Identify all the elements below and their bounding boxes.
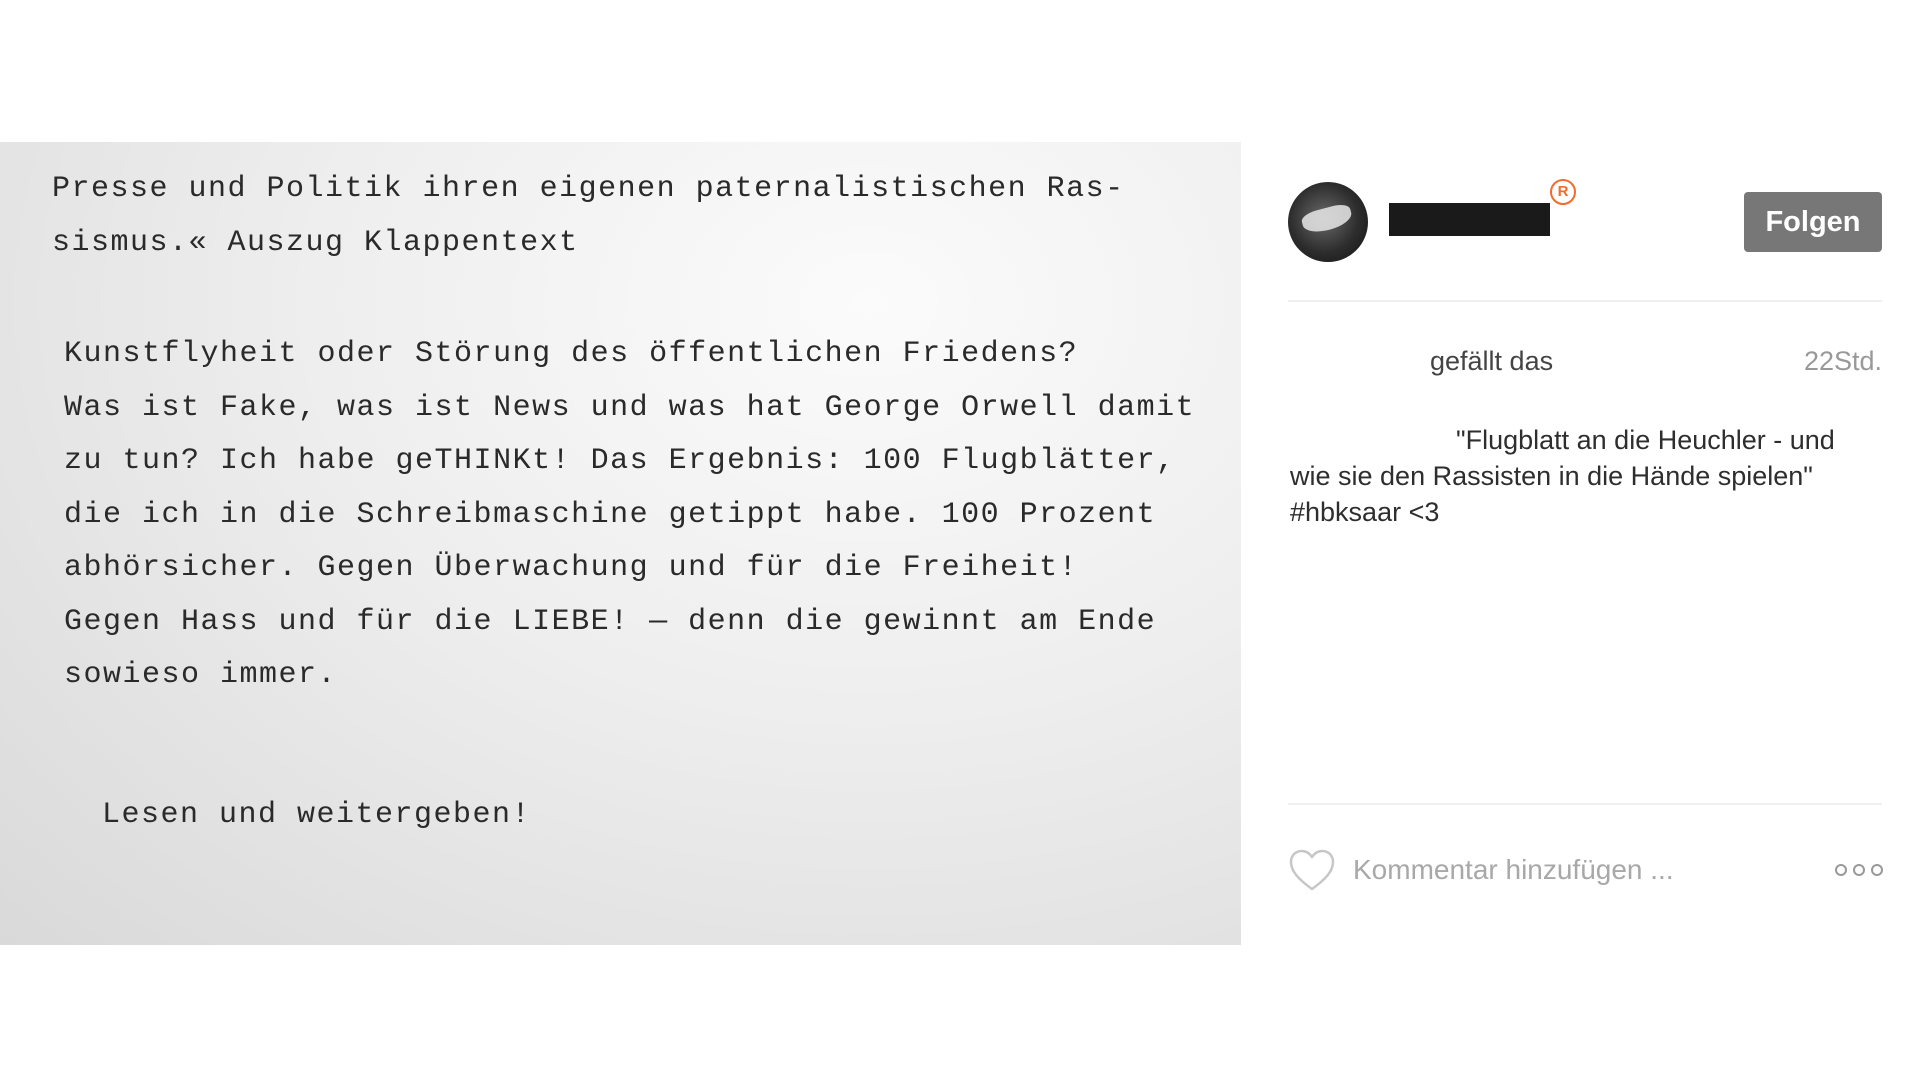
post-caption: "Flugblatt an die Heuchler - und wie sie den Rassisten in die Hände spielen" #hbksaar <3 [1290,425,1835,527]
photo-text-line: die ich in die Schreibmaschine getippt habe. 100 Prozent [64,497,1157,532]
photo-text-line: Presse und Politik ihren eigenen paternalistischen Ras- [52,172,1125,206]
username-redacted[interactable] [1389,203,1550,236]
follow-button[interactable]: Folgen [1744,192,1882,252]
comment-input[interactable] [1353,848,1733,892]
avatar[interactable] [1288,182,1368,262]
photo-text-line: Gegen Hass und für die LIEBE! — denn die gewinnt am Ende [64,604,1157,639]
photo-text-line: sismus.« Auszug Klappentext [52,226,579,260]
post-sidebar [1241,142,1920,945]
divider [1288,300,1882,302]
divider [1288,803,1882,805]
photo-text-line: abhörsicher. Gegen Überwachung und für die Freiheit! [64,551,1079,585]
photo-text-line: Kunstflyheit oder Störung des öffentlichen Friedens? [64,337,1079,371]
instagram-post [0,142,1920,945]
photo-text-line: Was ist Fake, was ist News und was hat George Orwell damit [64,390,1196,425]
avatar-mask [1300,202,1354,236]
photo-body-text [64,328,1195,703]
post-photo[interactable] [0,142,1241,945]
timestamp[interactable]: 22Std. [1803,346,1882,376]
photo-intro-text [52,162,1125,270]
photo-footer-text: Lesen und weitergeben! [102,798,532,832]
photo-text-line: zu tun? Ich habe geTHINKt! Das Ergebnis: 100 Flugblätter, [64,444,1176,478]
registered-icon: R [1550,179,1576,205]
photo-text-line: sowieso immer. [64,658,338,692]
likes-text: gefällt das [1430,346,1554,376]
heart-icon[interactable] [1288,848,1336,892]
more-options-icon[interactable] [1833,860,1885,880]
